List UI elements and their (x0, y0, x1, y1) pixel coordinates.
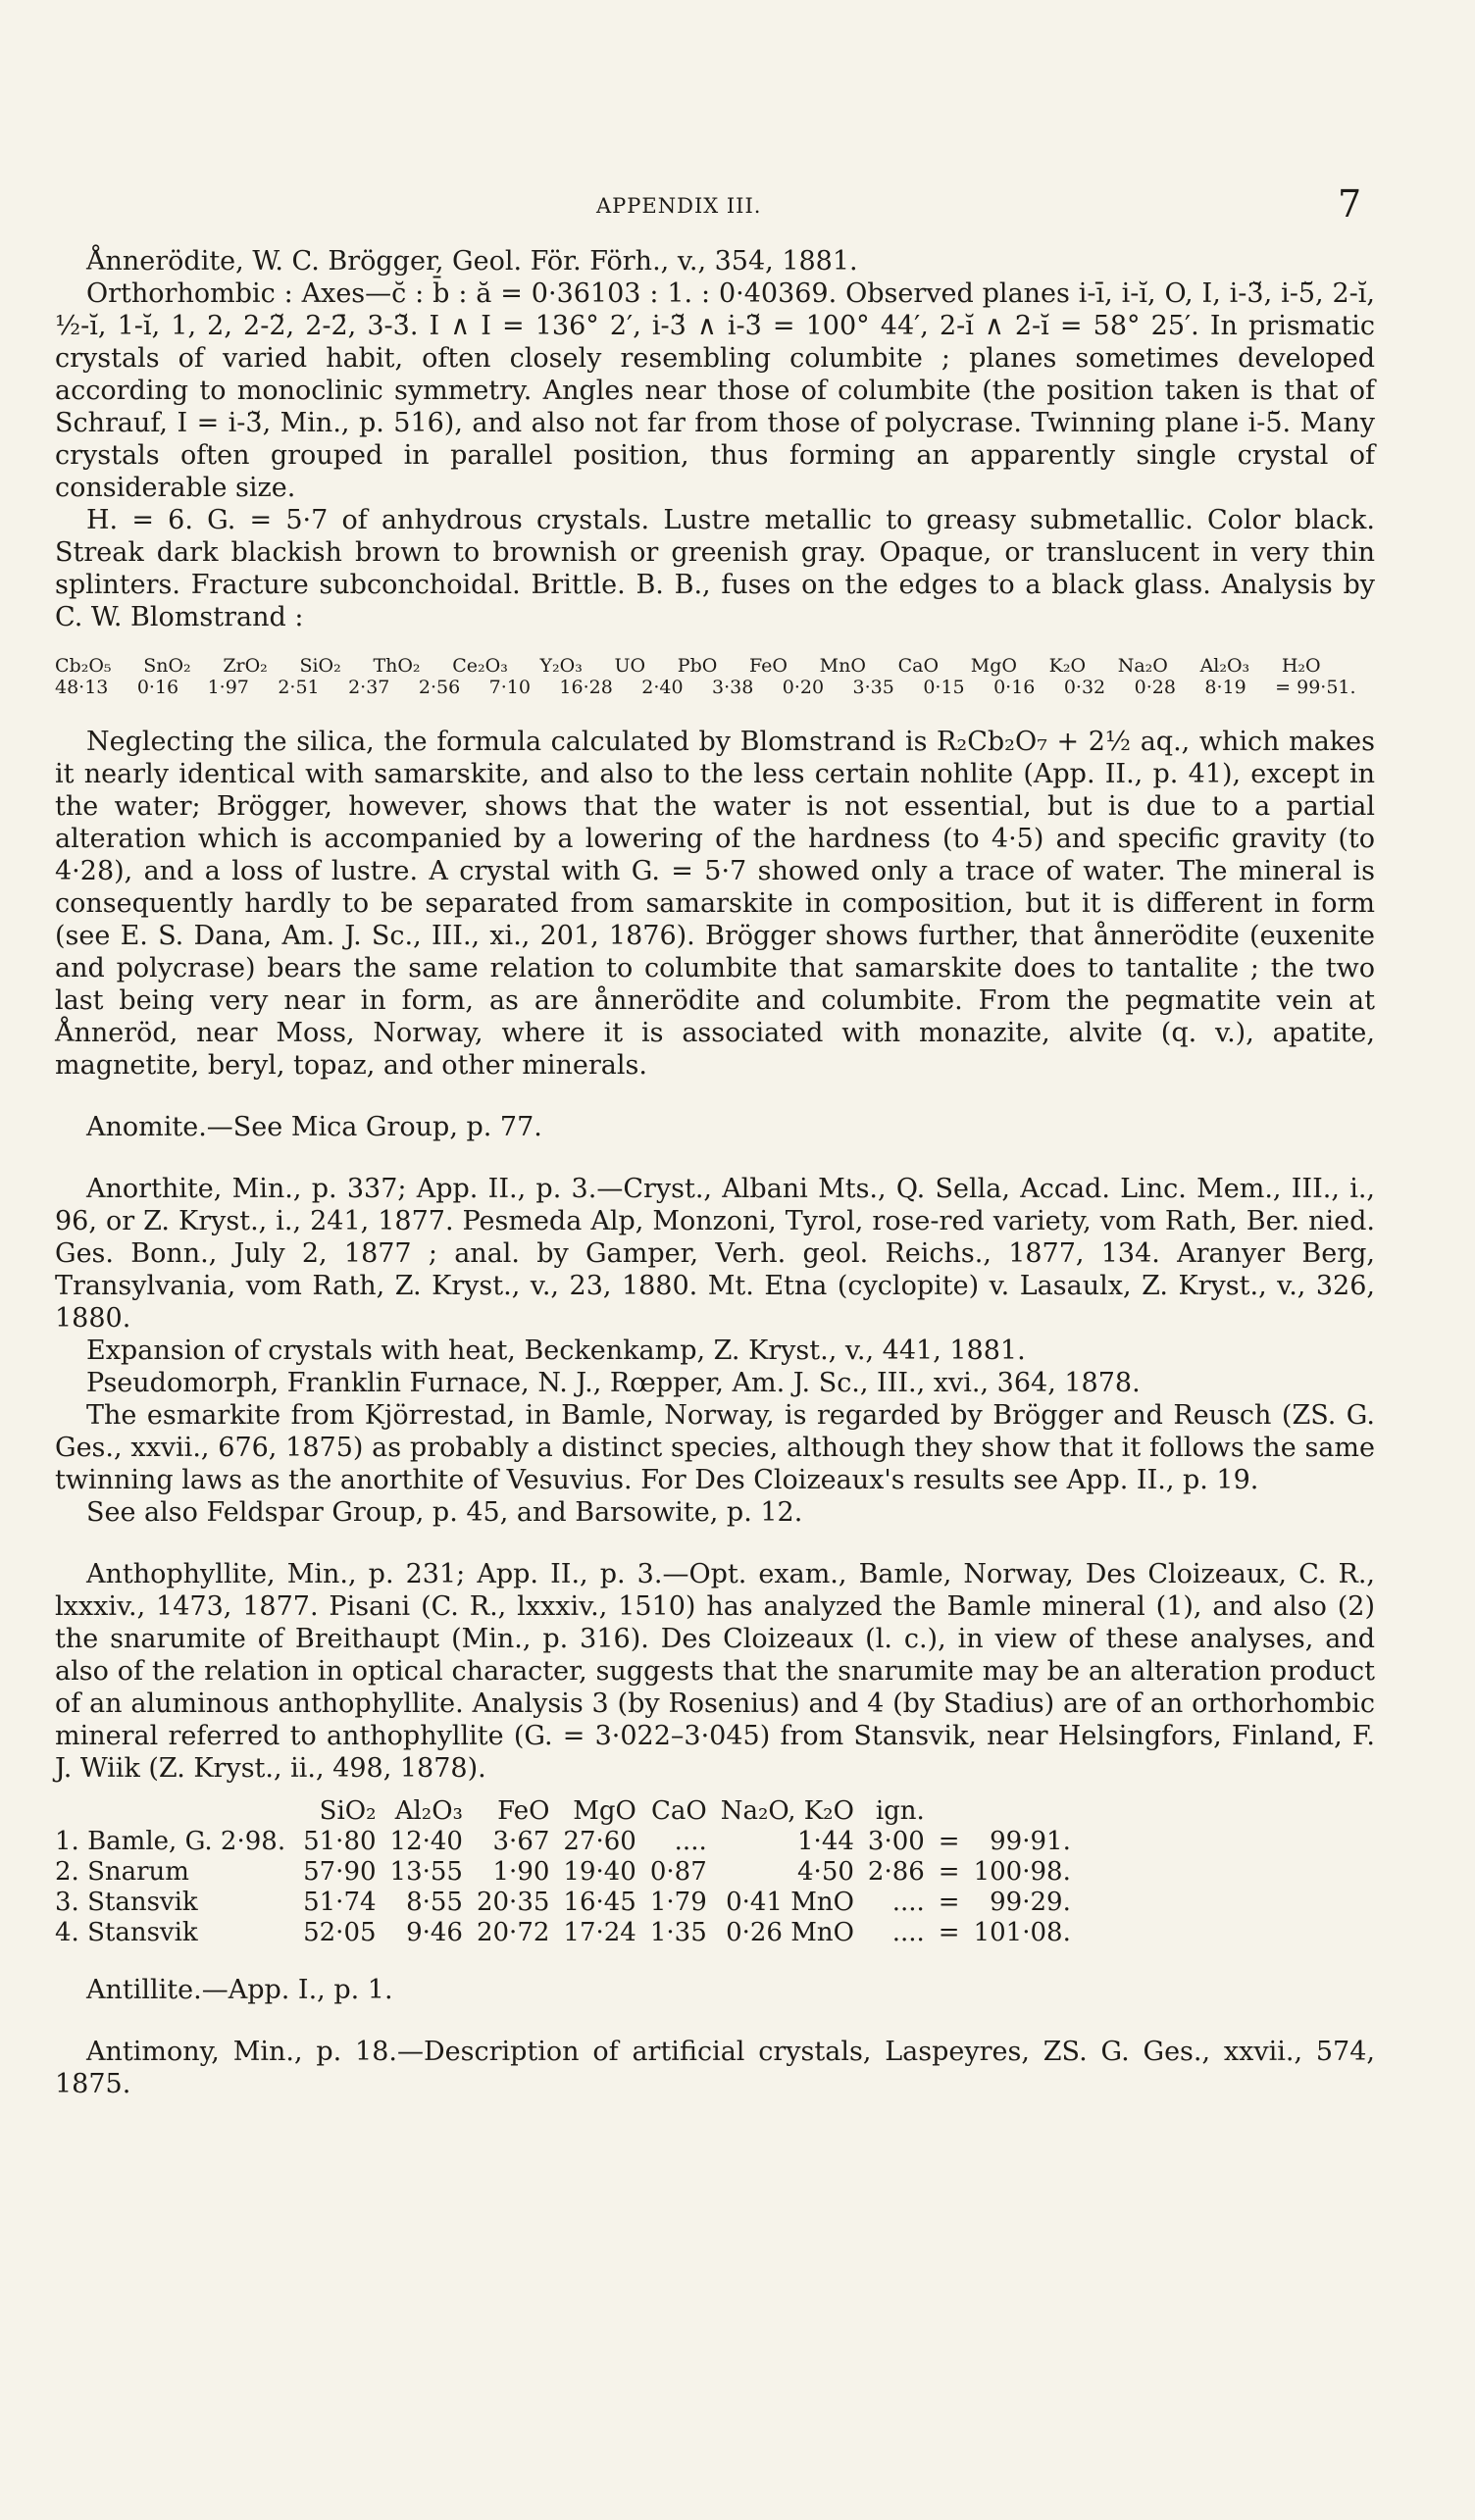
table-cell: = (938, 1827, 960, 1856)
annerodite-heading: Ånnerödite, W. C. Brögger, Geol. För. Förh., v., 354, 1881. (86, 246, 858, 277)
column-header (974, 1796, 1085, 1827)
entry-anthophyllite (55, 1558, 1375, 1948)
analysis-oxide-label: Y₂O₃ (539, 655, 583, 677)
table-cell: 57·90 (303, 1857, 377, 1887)
table-cell: 0·41 MnO (726, 1888, 854, 1917)
table-cell: 3. Stansvik (55, 1888, 198, 1917)
analysis-oxide-label: MgO (970, 655, 1017, 677)
column-header: MgO (573, 1796, 636, 1826)
table-cell: 19·40 (563, 1857, 636, 1887)
analysis-oxide-label: SnO₂ (143, 655, 191, 677)
anorthite-expansion: Expansion of crystals with heat, Beckenkamp, Z. Kryst., v., 441, 1881. (86, 1336, 1026, 1366)
analysis-value: 16·28 (559, 677, 613, 698)
entry-antillite: Antillite.—App. I., p. 1. (86, 1975, 393, 2005)
anorthite-references: Anorthite, Min., p. 337; App. II., p. 3.—Cryst., Albani Mts., Q. Sella, Accad. Linc. Mem., III., i., 96, or Z. Kryst., i., 241, 1877. Pesmeda Alp, Monzoni, Tyrol, rose-red variety, vom Rath, Ber. nied. Ges. Bonn., July 2, 1877 ; anal. by Gamper, Verh. geol. Reichs., 1877, 134. Aranyer Berg, Transylvania, vom Rath, Z. Kryst., v., 23, 1880. Mt. Etna (cyclopite) v. Lasaulx, Z. Kryst., v., 326, 1880. (55, 1174, 1375, 1334)
anorthite-see-also: See also Feldspar Group, p. 45, and Barsowite, p. 12. (86, 1497, 803, 1528)
analysis-value: 3·35 (852, 677, 894, 698)
column-header (939, 1796, 974, 1827)
annerodite-crystallography: Orthorhombic : Axes—c̆ : b̄ : ă = 0·36103 : 1. : 0·40369. Observed planes i-ī, i-ĭ, O, I, i-3̆, i-5̆, 2-ĭ, ½-ĭ, 1-ĭ, 1, 2, 2-2̆, 2-2̄, 3-3̆. I ∧ I = 136° 2′, i-3̆ ∧ i-3̆ = 100° 44′, 2-ĭ ∧ 2-ĭ = 58° 25′. In prismatic crystals of varied habit, often closely resembling columbite ; planes sometimes developed according to monoclinic symmetry. Angles near those of columbite (the position taken is that of Schrauf, I = i-3̆, Min., p. 516), and also not far from those of polycrase. Twinning plane i-5̆. Many crystals often grouped in parallel position, thus forming an apparently single crystal of considerable size. (55, 278, 1375, 503)
table-cell: 1·44 (797, 1827, 854, 1856)
table-row (55, 1827, 1085, 1857)
table-body (55, 1827, 1085, 1948)
page-number: 7 (1338, 182, 1362, 226)
analysis-value: 0·32 (1063, 677, 1106, 698)
analysis-oxide-label: FeO (748, 655, 788, 677)
analysis-value: 0·20 (782, 677, 825, 698)
table-row (55, 1888, 1085, 1918)
table-cell: = (938, 1888, 960, 1917)
table-cell: 2·86 (867, 1857, 925, 1887)
analysis-value: 48·13 (55, 677, 109, 698)
analysis-value: 2·37 (348, 677, 390, 698)
anthophyllite-text: Anthophyllite, Min., p. 231; App. II., p. 3.—Opt. exam., Bamle, Norway, Des Cloizeaux, C. R., lxxxiv., 1473, 1877. Pisani (C. R., lxxxiv., 1510) has analyzed the Bamle mineral (1), and also (2) the snarumite of Breithaupt (Min., p. 316). Des Cloizeaux (l. c.), in view of these analyses, and also of the relation in optical character, suggests that the snarumite may be an alteration product of an aluminous anthophyllite. Analysis 3 (by Rosenius) and 4 (by Stadius) are of an orthorhombic mineral referred to anthophyllite (G. = 3·022–3·045) from Stansvik, near Helsingfors, Finland, F. J. Wiik (Z. Kryst., ii., 498, 1878). (55, 1559, 1375, 1784)
table-cell: 1·79 (649, 1888, 707, 1917)
annerodite-analysis (55, 655, 1375, 698)
analysis-value: 7·10 (488, 677, 531, 698)
table-row (55, 1857, 1085, 1888)
column-header: ign. (875, 1796, 925, 1826)
column-header: Al₂O₃ (394, 1796, 463, 1826)
anthophyllite-analysis-table (55, 1796, 1085, 1948)
table-cell: 13·55 (389, 1857, 463, 1887)
annerodite-discussion: Neglecting the silica, the formula calculated by Blomstrand is R₂Cb₂O₇ + 2½ aq., which makes it nearly identical with samarskite, and also to the less certain nohlite (App. II., p. 41), except in the water; Brögger, however, shows that the water is not essential, but is due to a partial alteration which is accompanied by a lowering of the hardness (to 4·5) and specific gravity (to 4·28), and a loss of lustre. A crystal with G. = 5·7 showed only a trace of water. The mineral is consequently hardly to be separated from samarskite in composition, but it is different in form (see E. S. Dana, Am. J. Sc., III., xi., 201, 1876). Brögger shows further, that ånnerödite (euxenite and polycrase) bears the same relation to columbite that samarskite does to tantalite ; the two last being very near in form, as are ånnerödite and columbite. From the pegmatite vein at Ånneröd, near Moss, Norway, where it is associated with monazite, alvite (q. v.), apatite, magnetite, beryl, topaz, and other minerals. (55, 727, 1375, 1081)
table-cell: 1·90 (492, 1857, 550, 1887)
analysis-oxide-label: K₂O (1048, 655, 1087, 677)
table-cell: 101·08. (973, 1918, 1071, 1947)
table-cell: 20·35 (476, 1888, 550, 1917)
running-header (0, 182, 1475, 226)
analysis-oxide-label: Cb₂O₅ (55, 655, 112, 677)
table-row (55, 1918, 1085, 1948)
table-cell: .... (674, 1827, 707, 1856)
analysis-value-row (55, 677, 1375, 698)
entry-antimony: Antimony, Min., p. 18.—Description of artificial crystals, Laspeyres, ZS. G. Ges., xxvii., 574, 1875. (55, 2037, 1375, 2099)
table-cell: 51·80 (303, 1827, 377, 1856)
anorthite-esmarkite: The esmarkite from Kjörrestad, in Bamle, Norway, is regarded by Brögger and Reusch (ZS. G. Ges., xxvii., 676, 1875) as probably a distinct species, although they show that it follows the same twinning laws as the anorthite of Vesuvius. For Des Cloizeaux's results see App. II., p. 19. (55, 1400, 1375, 1495)
table-cell: 9·46 (406, 1918, 463, 1947)
column-header: FeO (497, 1796, 550, 1826)
table-cell: 99·91. (990, 1827, 1071, 1856)
entry-anomite: Anomite.—See Mica Group, p. 77. (86, 1112, 542, 1142)
table-cell: 2. Snarum (55, 1857, 189, 1887)
table-cell: 51·74 (303, 1888, 377, 1917)
table-cell: 99·29. (990, 1888, 1071, 1917)
column-header: Na₂O, K₂O (720, 1796, 854, 1826)
analysis-oxide-label: MnO (819, 655, 866, 677)
table-cell: = (938, 1918, 960, 1947)
table-cell: 1. Bamle, G. 2·98. (55, 1827, 286, 1856)
analysis-header-row (55, 655, 1375, 677)
column-header (55, 1796, 303, 1827)
table-cell: 17·24 (563, 1918, 636, 1947)
table-cell: 100·98. (973, 1857, 1071, 1887)
table-cell: 4. Stansvik (55, 1918, 198, 1947)
entry-anorthite (55, 1173, 1375, 1529)
analysis-oxide-label: UO (614, 655, 646, 677)
analysis-oxide-label (1352, 655, 1375, 677)
table-header-row (55, 1796, 1085, 1827)
table-cell: 3·00 (867, 1827, 925, 1856)
table-cell: 52·05 (303, 1918, 377, 1947)
entry-annerodite (55, 245, 1375, 1082)
analysis-oxide-label: PbO (677, 655, 718, 677)
analysis-value: 0·16 (993, 677, 1036, 698)
table-cell: 0·87 (649, 1857, 707, 1887)
page-body (55, 245, 1375, 2100)
table-cell: 20·72 (476, 1918, 550, 1947)
analysis-value: 0·28 (1134, 677, 1176, 698)
analysis-value: 8·19 (1204, 677, 1246, 698)
analysis-value: 0·16 (136, 677, 179, 698)
running-title: APPENDIX III. (596, 194, 762, 218)
analysis-oxide-label: H₂O (1281, 655, 1321, 677)
analysis-oxide-label: Al₂O₃ (1199, 655, 1250, 677)
analysis-value: 0·15 (923, 677, 965, 698)
table-cell: 8·55 (406, 1888, 463, 1917)
table-cell: 27·60 (563, 1827, 636, 1856)
annerodite-physical: H. = 6. G. = 5·7 of anhydrous crystals. Lustre metallic to greasy submetallic. Color black. Streak dark blackish brown to brownish or greenish gray. Opaque, or translucent in very thin splinters. Fracture subconchoidal. Brittle. B. B., fuses on the edges to a black glass. Analysis by C. W. Blomstrand : (55, 505, 1375, 632)
analysis-value: 2·40 (641, 677, 684, 698)
table-cell: = (938, 1857, 960, 1887)
table-cell: 16·45 (563, 1888, 636, 1917)
analysis-oxide-label: Ce₂O₃ (452, 655, 508, 677)
analysis-oxide-label: Na₂O (1117, 655, 1168, 677)
analysis-value: 3·38 (712, 677, 754, 698)
analysis-value: 2·56 (418, 677, 461, 698)
anorthite-pseudomorph: Pseudomorph, Franklin Furnace, N. J., Rœpper, Am. J. Sc., III., xvi., 364, 1878. (86, 1368, 1141, 1398)
analysis-value: 1·97 (207, 677, 249, 698)
table-cell: .... (891, 1918, 925, 1947)
analysis-oxide-label: CaO (897, 655, 940, 677)
table-cell: 12·40 (389, 1827, 463, 1856)
analysis-oxide-label: ThO₂ (373, 655, 421, 677)
table-cell: .... (891, 1888, 925, 1917)
analysis-value: 2·51 (278, 677, 320, 698)
table-cell: 0·26 MnO (726, 1918, 854, 1947)
table-cell: 3·67 (492, 1827, 550, 1856)
table-cell: 4·50 (797, 1857, 854, 1887)
column-header: CaO (651, 1796, 707, 1826)
analysis-oxide-label: ZrO₂ (223, 655, 268, 677)
table-cell: 1·35 (649, 1918, 707, 1947)
analysis-oxide-label: SiO₂ (299, 655, 341, 677)
column-header: SiO₂ (319, 1796, 377, 1826)
analysis-value: = 99·51. (1275, 677, 1356, 698)
